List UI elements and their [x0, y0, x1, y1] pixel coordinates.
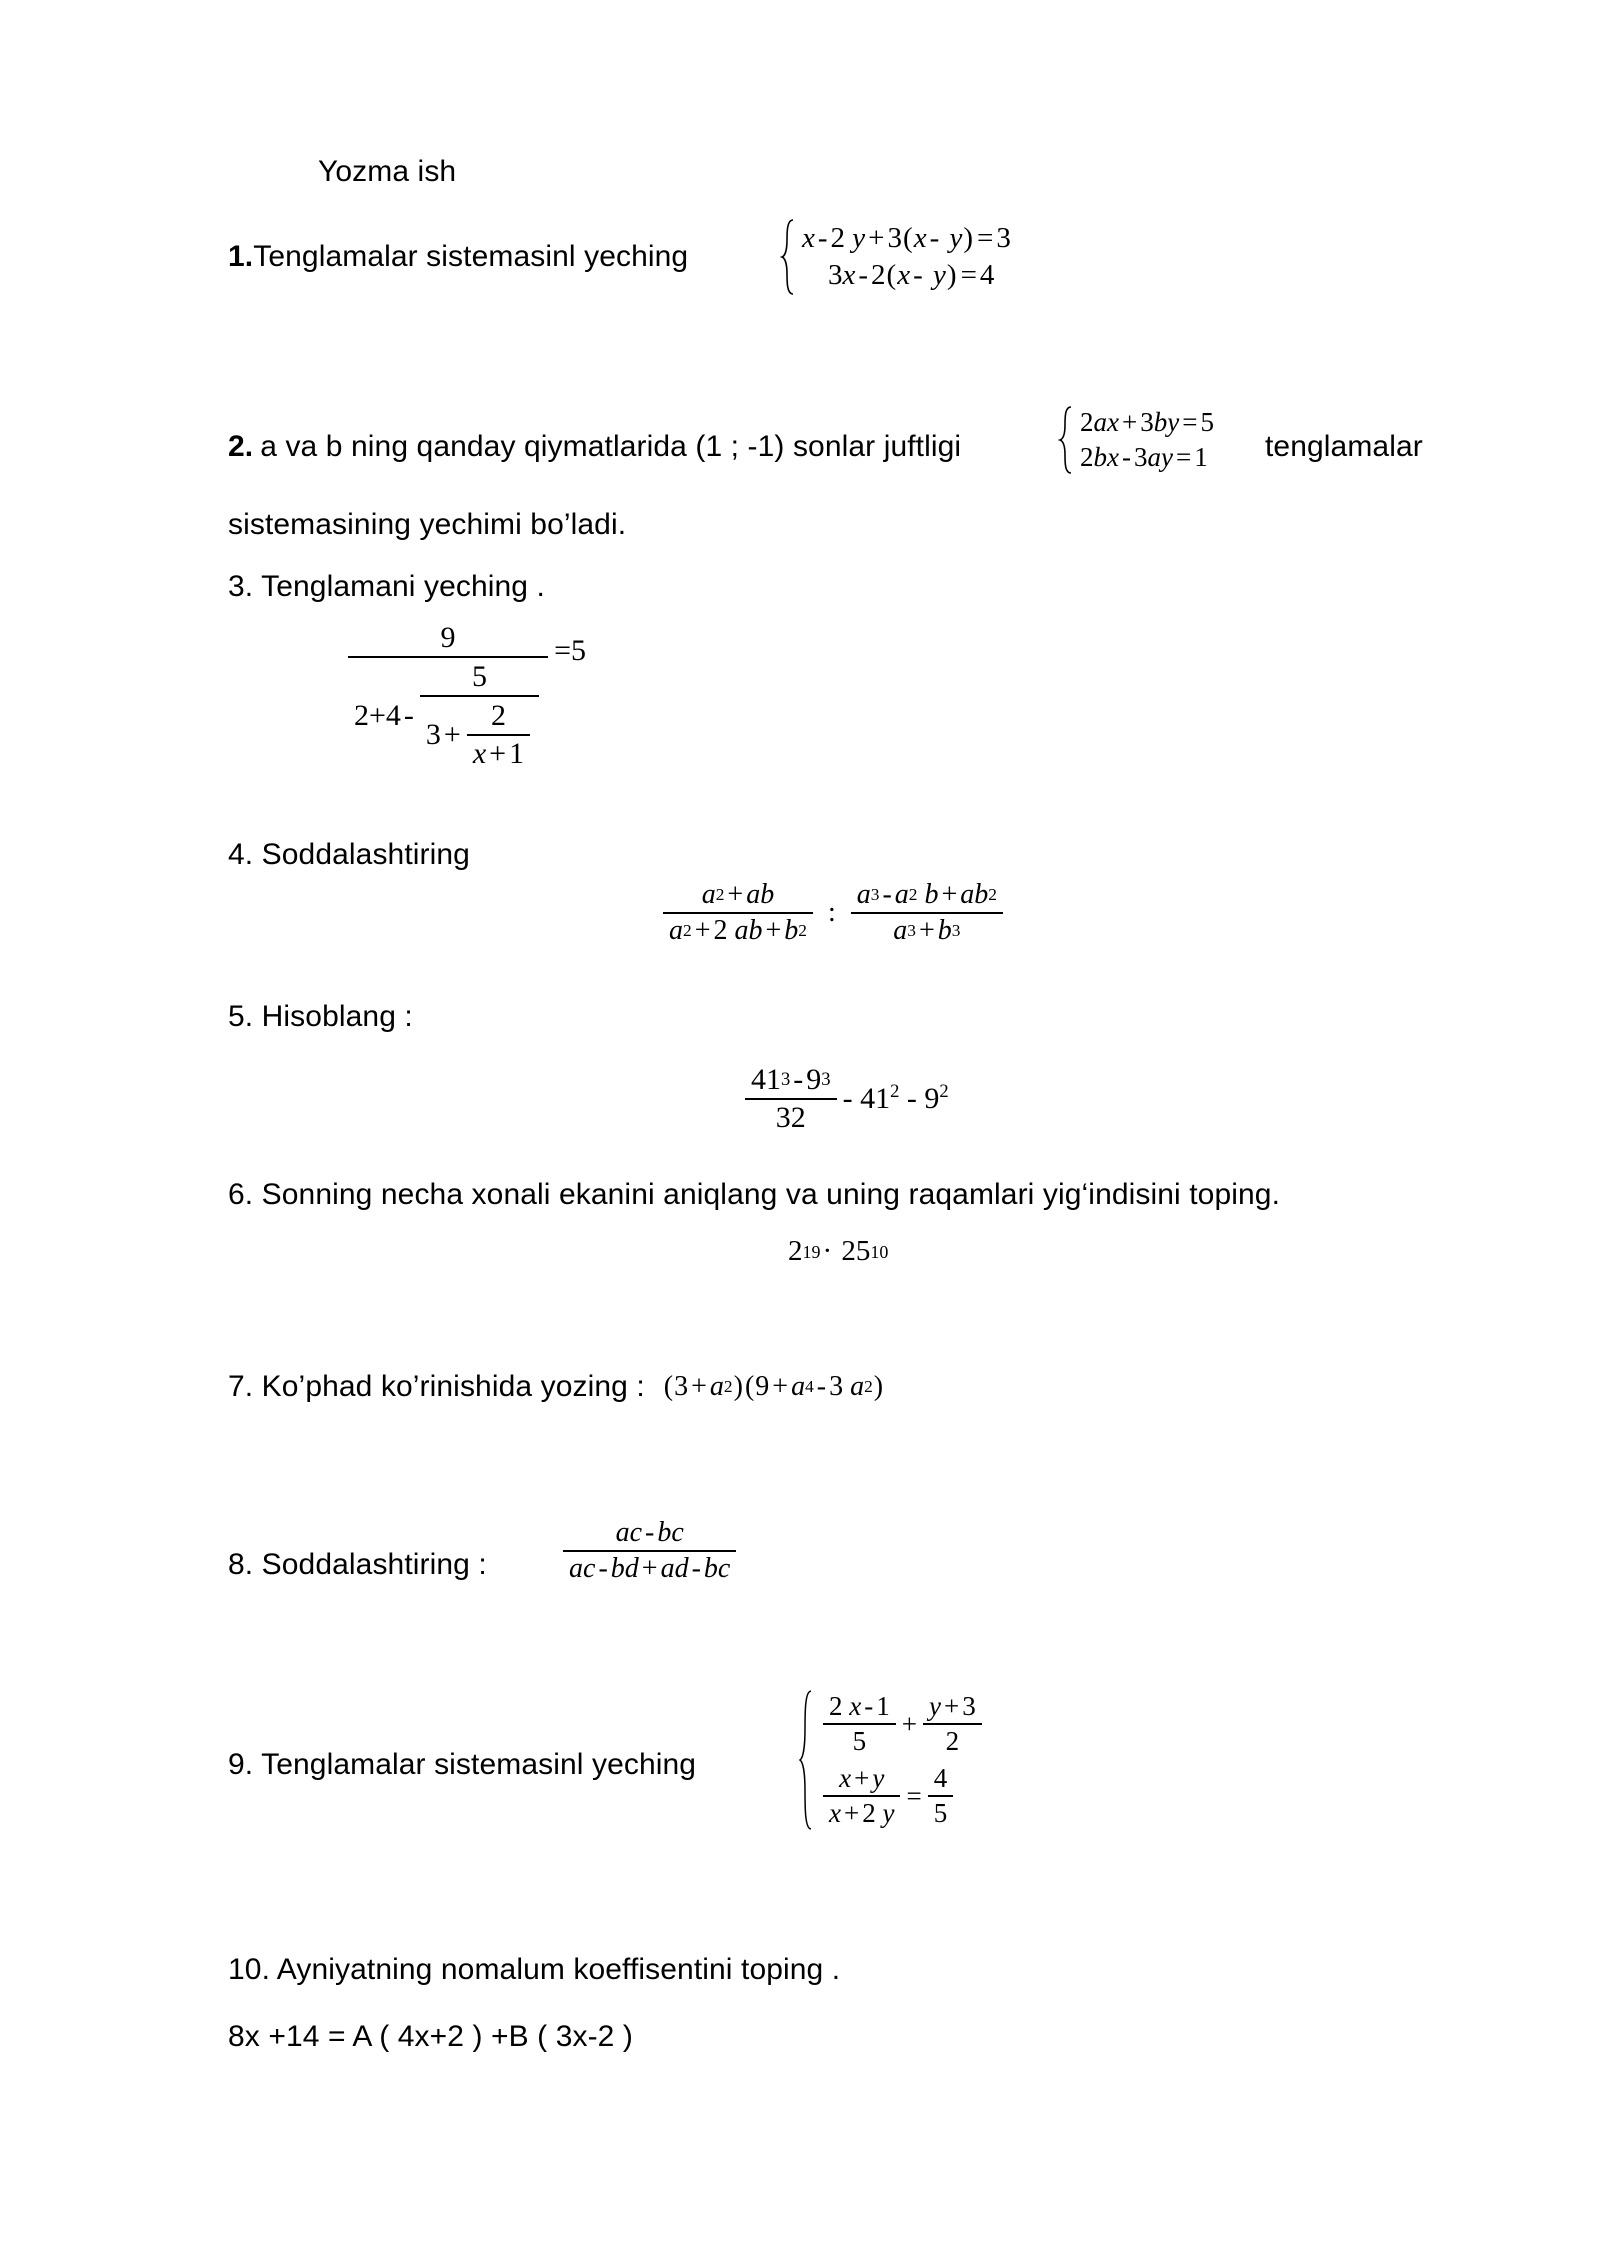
fraction-expression-5 [742, 1062, 952, 1136]
fraction-9-1b [923, 1690, 982, 1758]
numerator-8: ac - bc [615, 1517, 684, 1548]
problem-4-expression [660, 878, 1006, 948]
problem-3-equation [345, 620, 589, 774]
problem-8-prompt: 8. Soddalashtiring : [228, 1548, 487, 1581]
denominator-9-2b: 5 [933, 1798, 948, 1828]
problem-2-prompt-before: a va b ning qanday qiymatlarida (1 ; -1) sonlar juftligi [260, 430, 962, 463]
right-fraction-4 [851, 878, 1003, 948]
problem-1-prompt: Tenglamalar sistemasinl yeching [253, 240, 689, 273]
equation-system-2 [1058, 405, 1214, 475]
denominator-9-2a: x + 2 y [829, 1798, 895, 1828]
numerator-9-2a: x + y [839, 1763, 885, 1793]
middle-denominator: 3 + 2 x + 1 [420, 697, 539, 773]
curly-brace-icon [1058, 405, 1074, 475]
equals-five: =5 [554, 634, 587, 667]
equation-1-2: 3 x - 2 ( x - y ) = 4 [828, 259, 995, 291]
equation-list-9 [814, 1688, 985, 1832]
problem-2-system [1058, 405, 1214, 475]
fraction-9-2a [823, 1762, 900, 1830]
equation-list-1 [796, 218, 1011, 296]
tail-5: - $41^2 - 9^2$ [842, 1081, 949, 1115]
equation-9-1 [820, 1688, 985, 1760]
equation-list-2 [1074, 405, 1214, 475]
equation-9-2 [820, 1760, 985, 1832]
equation-system-9 [798, 1688, 985, 1832]
problem-4-prompt: 4. Soddalashtiring [228, 838, 470, 871]
fraction-division-4 [660, 878, 1006, 948]
problem-2-line2: sistemasining yechimi bo’ladi. [228, 508, 627, 541]
fraction-9-2b [928, 1762, 954, 1830]
page-title [318, 155, 456, 189]
inner-numerator: 2 [490, 699, 506, 732]
problem-2-number: 2. [228, 430, 254, 463]
nested-fraction-3 [345, 620, 589, 774]
problem-7 [228, 1370, 884, 1404]
outer-denominator: 2+4 - 5 3 + 2 x + 1 [348, 658, 548, 774]
left-fraction-4 [663, 878, 813, 948]
problem-5-prompt: 5. Hisoblang : [228, 1000, 413, 1033]
left-denominator-4: a 2 + 2 ab + b 2 [669, 915, 807, 946]
problem-1-system [780, 218, 1011, 296]
problem-6-prompt: 6. Sonning necha xonali ekanini aniqlang va uning raqamlari yig‘indisini toping. [228, 1178, 1281, 1211]
denominator-5: 32 [775, 1101, 806, 1134]
page-title-text: Yozma ish [318, 155, 457, 188]
equation-system-1 [780, 218, 1011, 296]
problem-10-prompt: 10. Ayniyatning nomalum koeffisentini toping . [228, 1953, 841, 1986]
left-numerator-4: a 2 + ab [701, 879, 775, 910]
numerator-9-2b: 4 [933, 1763, 948, 1793]
equation-2-2: 2 bx - 3 ay = 1 [1080, 442, 1208, 472]
problem-7-expression: ( 3 + a 2 ) ( 9 + a 4 - 3 a 2 ) [663, 1371, 884, 1402]
problem-2 [228, 430, 961, 464]
equation-1-1: x - 2 y + 3 ( x - y ) = 3 [802, 222, 1011, 254]
middle-numerator: 5 [472, 660, 487, 693]
equals-9-2: = [906, 1780, 922, 1811]
equation-2-1: 2 ax + 3 by = 5 [1080, 407, 1214, 437]
numerator-9-1b: y + 3 [928, 1691, 976, 1721]
problem-8-expression [560, 1516, 739, 1586]
problem-10-identity: 8x +14 = A ( 4x+2 ) +B ( 3x-2 ) [228, 2020, 633, 2053]
problem-9-system [798, 1690, 985, 1830]
division-colon-4: : [827, 897, 836, 928]
problem-3-prompt: 3. Tenglamani yeching . [228, 570, 545, 603]
curly-brace-icon [798, 1688, 814, 1832]
denominator-8: ac - bd + ad - bc [569, 1553, 731, 1584]
power-product-6: 2 19 · 25 10 [788, 1235, 889, 1267]
fraction-8 [560, 1516, 739, 1586]
denominator-9-1a: 5 [852, 1726, 867, 1756]
numerator-9-1a: 2 x - 1 [829, 1691, 890, 1721]
plus-9-1: + [901, 1708, 917, 1739]
fraction-8-inner [563, 1516, 736, 1586]
problem-8 [228, 1548, 487, 1582]
problem-6-expression [788, 1235, 888, 1268]
outer-numerator: 9 [440, 621, 456, 654]
outer-fraction [348, 620, 548, 774]
fraction-9-1a [823, 1690, 896, 1758]
problem-5-expression [742, 1062, 952, 1136]
curly-brace-icon [780, 218, 796, 296]
right-numerator-4: a 3 - a 2 b + ab 2 [856, 879, 997, 910]
problem-1-number: 1. [228, 240, 254, 273]
problem-9-prompt: 9. Tenglamalar sistemasinl yeching [228, 1748, 697, 1781]
numerator-5: 41 3 - 9 3 [751, 1063, 831, 1096]
middle-fraction [420, 659, 539, 773]
problem-2-prompt-after: tenglamalar [1265, 430, 1423, 463]
denominator-9-1b: 2 [945, 1726, 960, 1756]
fraction-5 [745, 1062, 837, 1136]
inner-denominator: x + 1 [472, 737, 525, 770]
inner-fraction [467, 698, 530, 772]
problem-1 [228, 240, 688, 274]
right-denominator-4: a 3 + b 3 [893, 915, 961, 946]
problem-7-prompt: 7. Ko’phad ko’rinishida yozing : [228, 1370, 645, 1403]
